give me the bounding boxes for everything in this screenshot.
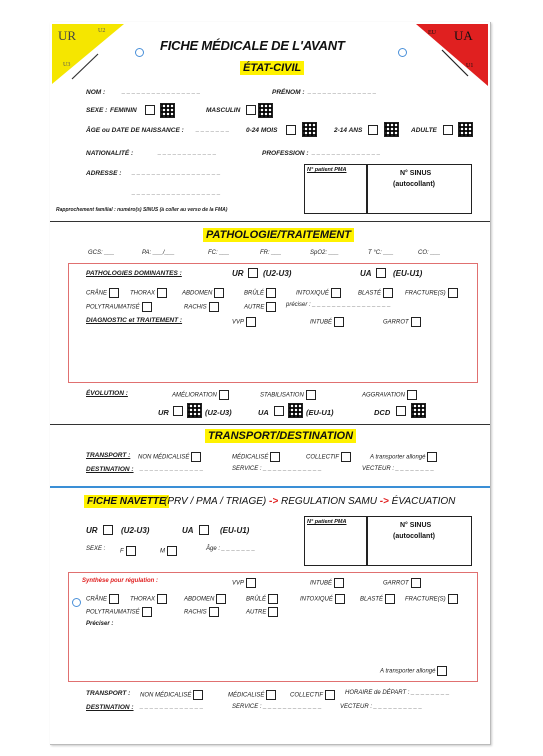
adulte-qr-icon bbox=[458, 122, 473, 137]
navette-autre[interactable]: AUTRE bbox=[246, 607, 278, 617]
evo-aggravation[interactable]: AGGRAVATION bbox=[362, 390, 417, 400]
section-divider-1 bbox=[50, 221, 490, 222]
navette-ua-checkbox[interactable] bbox=[199, 525, 209, 535]
navette-heading: FICHE NAVETTE bbox=[84, 495, 169, 508]
nationalite-label: NATIONALITÉ : bbox=[86, 150, 134, 157]
ua-corner-eu: EU bbox=[428, 30, 436, 36]
patho-polytrauma[interactable]: POLYTRAUMATISÉ bbox=[86, 302, 152, 312]
navette-vecteur-field[interactable]: VECTEUR : _ _ _ _ _ _ _ _ _ _ bbox=[340, 704, 423, 710]
patho-brule[interactable]: BRÛLÉ bbox=[244, 288, 276, 298]
dcd-qr-icon bbox=[411, 403, 426, 418]
transport-label: TRANSPORT : bbox=[86, 452, 131, 459]
patho-crane[interactable]: CRÂNE bbox=[86, 288, 119, 298]
masculin-qr-icon bbox=[258, 103, 273, 118]
transport-heading: TRANSPORT/DESTINATION bbox=[205, 429, 356, 443]
rapprochement-label: Rapprochement familial : numéro(s) SINUS (à coller au verso de la FMA) bbox=[56, 207, 228, 213]
evo-stabilisation[interactable]: STABILISATION bbox=[260, 390, 316, 400]
navette-horaire[interactable]: HORAIRE de DÉPART : _ _ _ _ _ _ _ _ bbox=[345, 690, 450, 696]
ur-corner-u2: U2 bbox=[98, 28, 106, 34]
ur-corner-label: UR bbox=[58, 28, 77, 43]
evo-ua-label: UA bbox=[258, 408, 269, 417]
punch-hole-left bbox=[135, 48, 144, 57]
patho-ur-checkbox[interactable] bbox=[248, 268, 258, 278]
vital-co[interactable]: CO: ___ bbox=[418, 250, 441, 256]
sinus-label: N° SINUS bbox=[400, 170, 432, 177]
navette-transport-label: TRANSPORT : bbox=[86, 690, 131, 697]
evolution-label: ÉVOLUTION : bbox=[86, 390, 128, 397]
navette-destination-label: DESTINATION : bbox=[86, 704, 134, 711]
patho-ur-sub: (U2-U3) bbox=[263, 269, 292, 278]
patient-pma-label: N° patient PMA bbox=[307, 167, 347, 173]
adresse-label: ADRESSE : bbox=[86, 170, 122, 177]
sexe-label: SEXE : bbox=[86, 107, 108, 114]
navette-ur-checkbox[interactable] bbox=[103, 525, 113, 535]
ua-corner-u1: U1 bbox=[466, 63, 474, 69]
ua-corner-triangle bbox=[412, 24, 488, 88]
navette-vvp[interactable]: VVP bbox=[232, 578, 256, 588]
age-0-24-checkbox[interactable] bbox=[286, 125, 296, 135]
evo-ur-sub: (U2-U3) bbox=[205, 408, 232, 417]
age-2-14-checkbox[interactable] bbox=[368, 125, 378, 135]
navette-ua-sub: (EU-U1) bbox=[220, 526, 250, 535]
evo-ur-label: UR bbox=[158, 408, 169, 417]
navette-abdomen[interactable]: ABDOMEN bbox=[184, 594, 226, 604]
evo-ur-qr-icon bbox=[187, 403, 202, 418]
pathologies-dominantes-label: PATHOLOGIES DOMINANTES : bbox=[86, 270, 182, 277]
punch-hole-right bbox=[398, 48, 407, 57]
prenom-field[interactable]: _ _ _ _ _ _ _ _ _ _ _ _ _ _ bbox=[308, 89, 377, 95]
navette-blaste[interactable]: BLASTÉ bbox=[360, 594, 395, 604]
transport-non-medicalise[interactable]: NON MÉDICALISÉ bbox=[138, 452, 201, 462]
patho-rachis[interactable]: RACHIS bbox=[184, 302, 219, 312]
nom-label: NOM : bbox=[86, 89, 106, 96]
navette-polytrauma[interactable]: POLYTRAUMATISÉ bbox=[86, 607, 152, 617]
patho-intoxique[interactable]: INTOXIQUÉ bbox=[296, 288, 341, 298]
patho-thorax[interactable]: THORAX bbox=[130, 288, 167, 298]
age-0-24-qr-icon bbox=[302, 122, 317, 137]
nom-field[interactable]: _ _ _ _ _ _ _ _ _ _ _ _ _ _ _ _ bbox=[122, 89, 201, 95]
navette-collectif[interactable]: COLLECTIF bbox=[290, 690, 335, 700]
navette-intube[interactable]: INTUBÉ bbox=[310, 578, 344, 588]
navette-sexe-f[interactable]: F bbox=[120, 546, 136, 556]
ur-corner-u3: U3 bbox=[63, 62, 71, 68]
adulte-label: ADULTE bbox=[411, 127, 437, 134]
dcd-checkbox[interactable] bbox=[396, 406, 406, 416]
ua-corner-label: UA bbox=[454, 28, 473, 43]
navette-sexe-m[interactable]: M bbox=[160, 546, 177, 556]
patho-blaste[interactable]: BLASTÉ bbox=[358, 288, 393, 298]
navette-destination-field[interactable]: _ _ _ _ _ _ _ _ _ _ _ _ _ bbox=[140, 704, 204, 710]
transport-collectif[interactable]: COLLECTIF bbox=[306, 452, 351, 462]
vital-pa[interactable]: PA: ___/___ bbox=[142, 250, 175, 256]
service-field[interactable]: SERVICE : _ _ _ _ _ _ _ _ _ _ _ _ bbox=[232, 466, 322, 472]
vital-spo2[interactable]: SpO2: ___ bbox=[310, 250, 339, 256]
age-2-14-label: 2-14 ANS bbox=[334, 127, 363, 134]
navette-sexe-label: SEXE : bbox=[86, 546, 106, 552]
evo-ua-qr-icon bbox=[288, 403, 303, 418]
adresse-field-2[interactable]: _ _ _ _ _ _ _ _ _ _ _ _ _ _ _ _ _ _ bbox=[132, 190, 221, 196]
navette-ur-label: UR bbox=[86, 526, 98, 535]
patho-vvp[interactable]: VVP bbox=[232, 317, 256, 327]
navette-thorax[interactable]: THORAX bbox=[130, 594, 167, 604]
evo-ur-checkbox[interactable] bbox=[173, 406, 183, 416]
feminin-checkbox[interactable] bbox=[145, 105, 155, 115]
patho-ur-label: UR bbox=[232, 269, 244, 278]
patho-autre[interactable]: AUTRE bbox=[244, 302, 276, 312]
masculin-label: MASCULIN bbox=[206, 107, 241, 114]
patho-fractures[interactable]: FRACTURE(S) bbox=[405, 288, 458, 298]
navette-rachis[interactable]: RACHIS bbox=[184, 607, 219, 617]
navette-patient-pma-label: N° patient PMA bbox=[307, 519, 347, 525]
navette-age[interactable]: Âge : _ _ _ _ _ _ _ bbox=[206, 546, 256, 552]
etat-civil-heading: ÉTAT-CIVIL bbox=[240, 61, 304, 75]
evo-amelioration[interactable]: AMÉLIORATION bbox=[172, 390, 229, 400]
patho-abdomen[interactable]: ABDOMEN bbox=[182, 288, 224, 298]
transport-allonge[interactable]: A transporter allongé bbox=[370, 452, 437, 462]
vecteur-field[interactable]: VECTEUR : _ _ _ _ _ _ _ _ bbox=[362, 466, 435, 472]
patho-ua-label: UA bbox=[360, 269, 372, 278]
destination-field[interactable]: _ _ _ _ _ _ _ _ _ _ _ _ _ bbox=[140, 466, 204, 472]
navette-garrot[interactable]: GARROT bbox=[383, 578, 421, 588]
vital-fc[interactable]: FC: ___ bbox=[208, 250, 230, 256]
patho-intube[interactable]: INTUBÉ bbox=[310, 317, 344, 327]
evo-ua-checkbox[interactable] bbox=[274, 406, 284, 416]
profession-label: PROFESSION : bbox=[262, 150, 309, 157]
navette-non-medicalise[interactable]: NON MÉDICALISÉ bbox=[140, 690, 203, 700]
vital-gcs[interactable]: GCS: ___ bbox=[88, 250, 115, 256]
section-divider-2 bbox=[50, 424, 490, 425]
page-title: FICHE MÉDICALE DE L'AVANT bbox=[160, 38, 345, 53]
nationalite-field[interactable]: _ _ _ _ _ _ _ _ _ _ _ _ bbox=[158, 150, 217, 156]
navette-fractures[interactable]: FRACTURE(S) bbox=[405, 594, 458, 604]
age-0-24-label: 0-24 MOIS bbox=[246, 127, 278, 134]
navette-ua-label: UA bbox=[182, 526, 194, 535]
diagnostic-label: DIAGNOSTIC et TRAITEMENT : bbox=[86, 317, 183, 324]
synthese-label: Synthèse pour régulation : bbox=[82, 578, 159, 584]
vital-fr[interactable]: FR: ___ bbox=[260, 250, 282, 256]
feminin-qr-icon bbox=[160, 103, 175, 118]
navette-allonge[interactable]: A transporter allongé bbox=[380, 666, 447, 676]
patho-ua-checkbox[interactable] bbox=[376, 268, 386, 278]
navette-ur-sub: (U2-U3) bbox=[121, 526, 150, 535]
navette-sinus-autocollant: (autocollant) bbox=[393, 533, 435, 540]
evo-ua-sub: (EU-U1) bbox=[306, 408, 334, 417]
navette-service-field[interactable]: SERVICE : _ _ _ _ _ _ _ _ _ _ _ _ bbox=[232, 704, 322, 710]
adulte-checkbox[interactable] bbox=[443, 125, 453, 135]
navette-sinus-label: N° SINUS bbox=[400, 522, 432, 529]
adresse-field-1[interactable]: _ _ _ _ _ _ _ _ _ _ _ _ _ _ _ _ _ _ bbox=[132, 170, 221, 176]
navette-preciser[interactable]: Préciser : bbox=[86, 621, 114, 627]
profession-field[interactable]: _ _ _ _ _ _ _ _ _ _ _ _ _ _ bbox=[312, 150, 381, 156]
masculin-checkbox[interactable] bbox=[246, 105, 256, 115]
feminin-label: FEMININ bbox=[110, 107, 137, 114]
navette-divider bbox=[50, 486, 490, 488]
transport-medicalise[interactable]: MÉDICALISÉ bbox=[232, 452, 280, 462]
patho-garrot[interactable]: GARROT bbox=[383, 317, 421, 327]
patho-ua-sub: (EU-U1) bbox=[393, 269, 423, 278]
age-2-14-qr-icon bbox=[384, 122, 399, 137]
navette-medicalise[interactable]: MÉDICALISÉ bbox=[228, 690, 276, 700]
vital-temp[interactable]: T °C: ___ bbox=[368, 250, 394, 256]
navette-brule[interactable]: BRÛLÉ bbox=[246, 594, 278, 604]
navette-crane[interactable]: CRÂNE bbox=[86, 594, 119, 604]
sinus-autocollant: (autocollant) bbox=[393, 181, 435, 188]
pathologie-heading: PATHOLOGIE/TRAITEMENT bbox=[203, 228, 354, 242]
age-label: ÂGE ou DATE DE NAISSANCE : bbox=[86, 127, 184, 134]
navette-subtitle: (PRV / PMA / TRIAGE) -> REGULATION SAMU -> ÉVACUATION bbox=[164, 496, 456, 507]
navette-intoxique[interactable]: INTOXIQUÉ bbox=[300, 594, 345, 604]
patho-preciser[interactable]: préciser : _ _ _ _ _ _ _ _ _ _ _ _ _ _ _ _ bbox=[286, 302, 391, 308]
age-field[interactable]: _ _ _ _ _ _ _ bbox=[196, 127, 230, 133]
destination-label: DESTINATION : bbox=[86, 466, 134, 473]
dcd-label: DCD bbox=[374, 408, 391, 417]
prenom-label: PRÉNOM : bbox=[272, 89, 305, 96]
